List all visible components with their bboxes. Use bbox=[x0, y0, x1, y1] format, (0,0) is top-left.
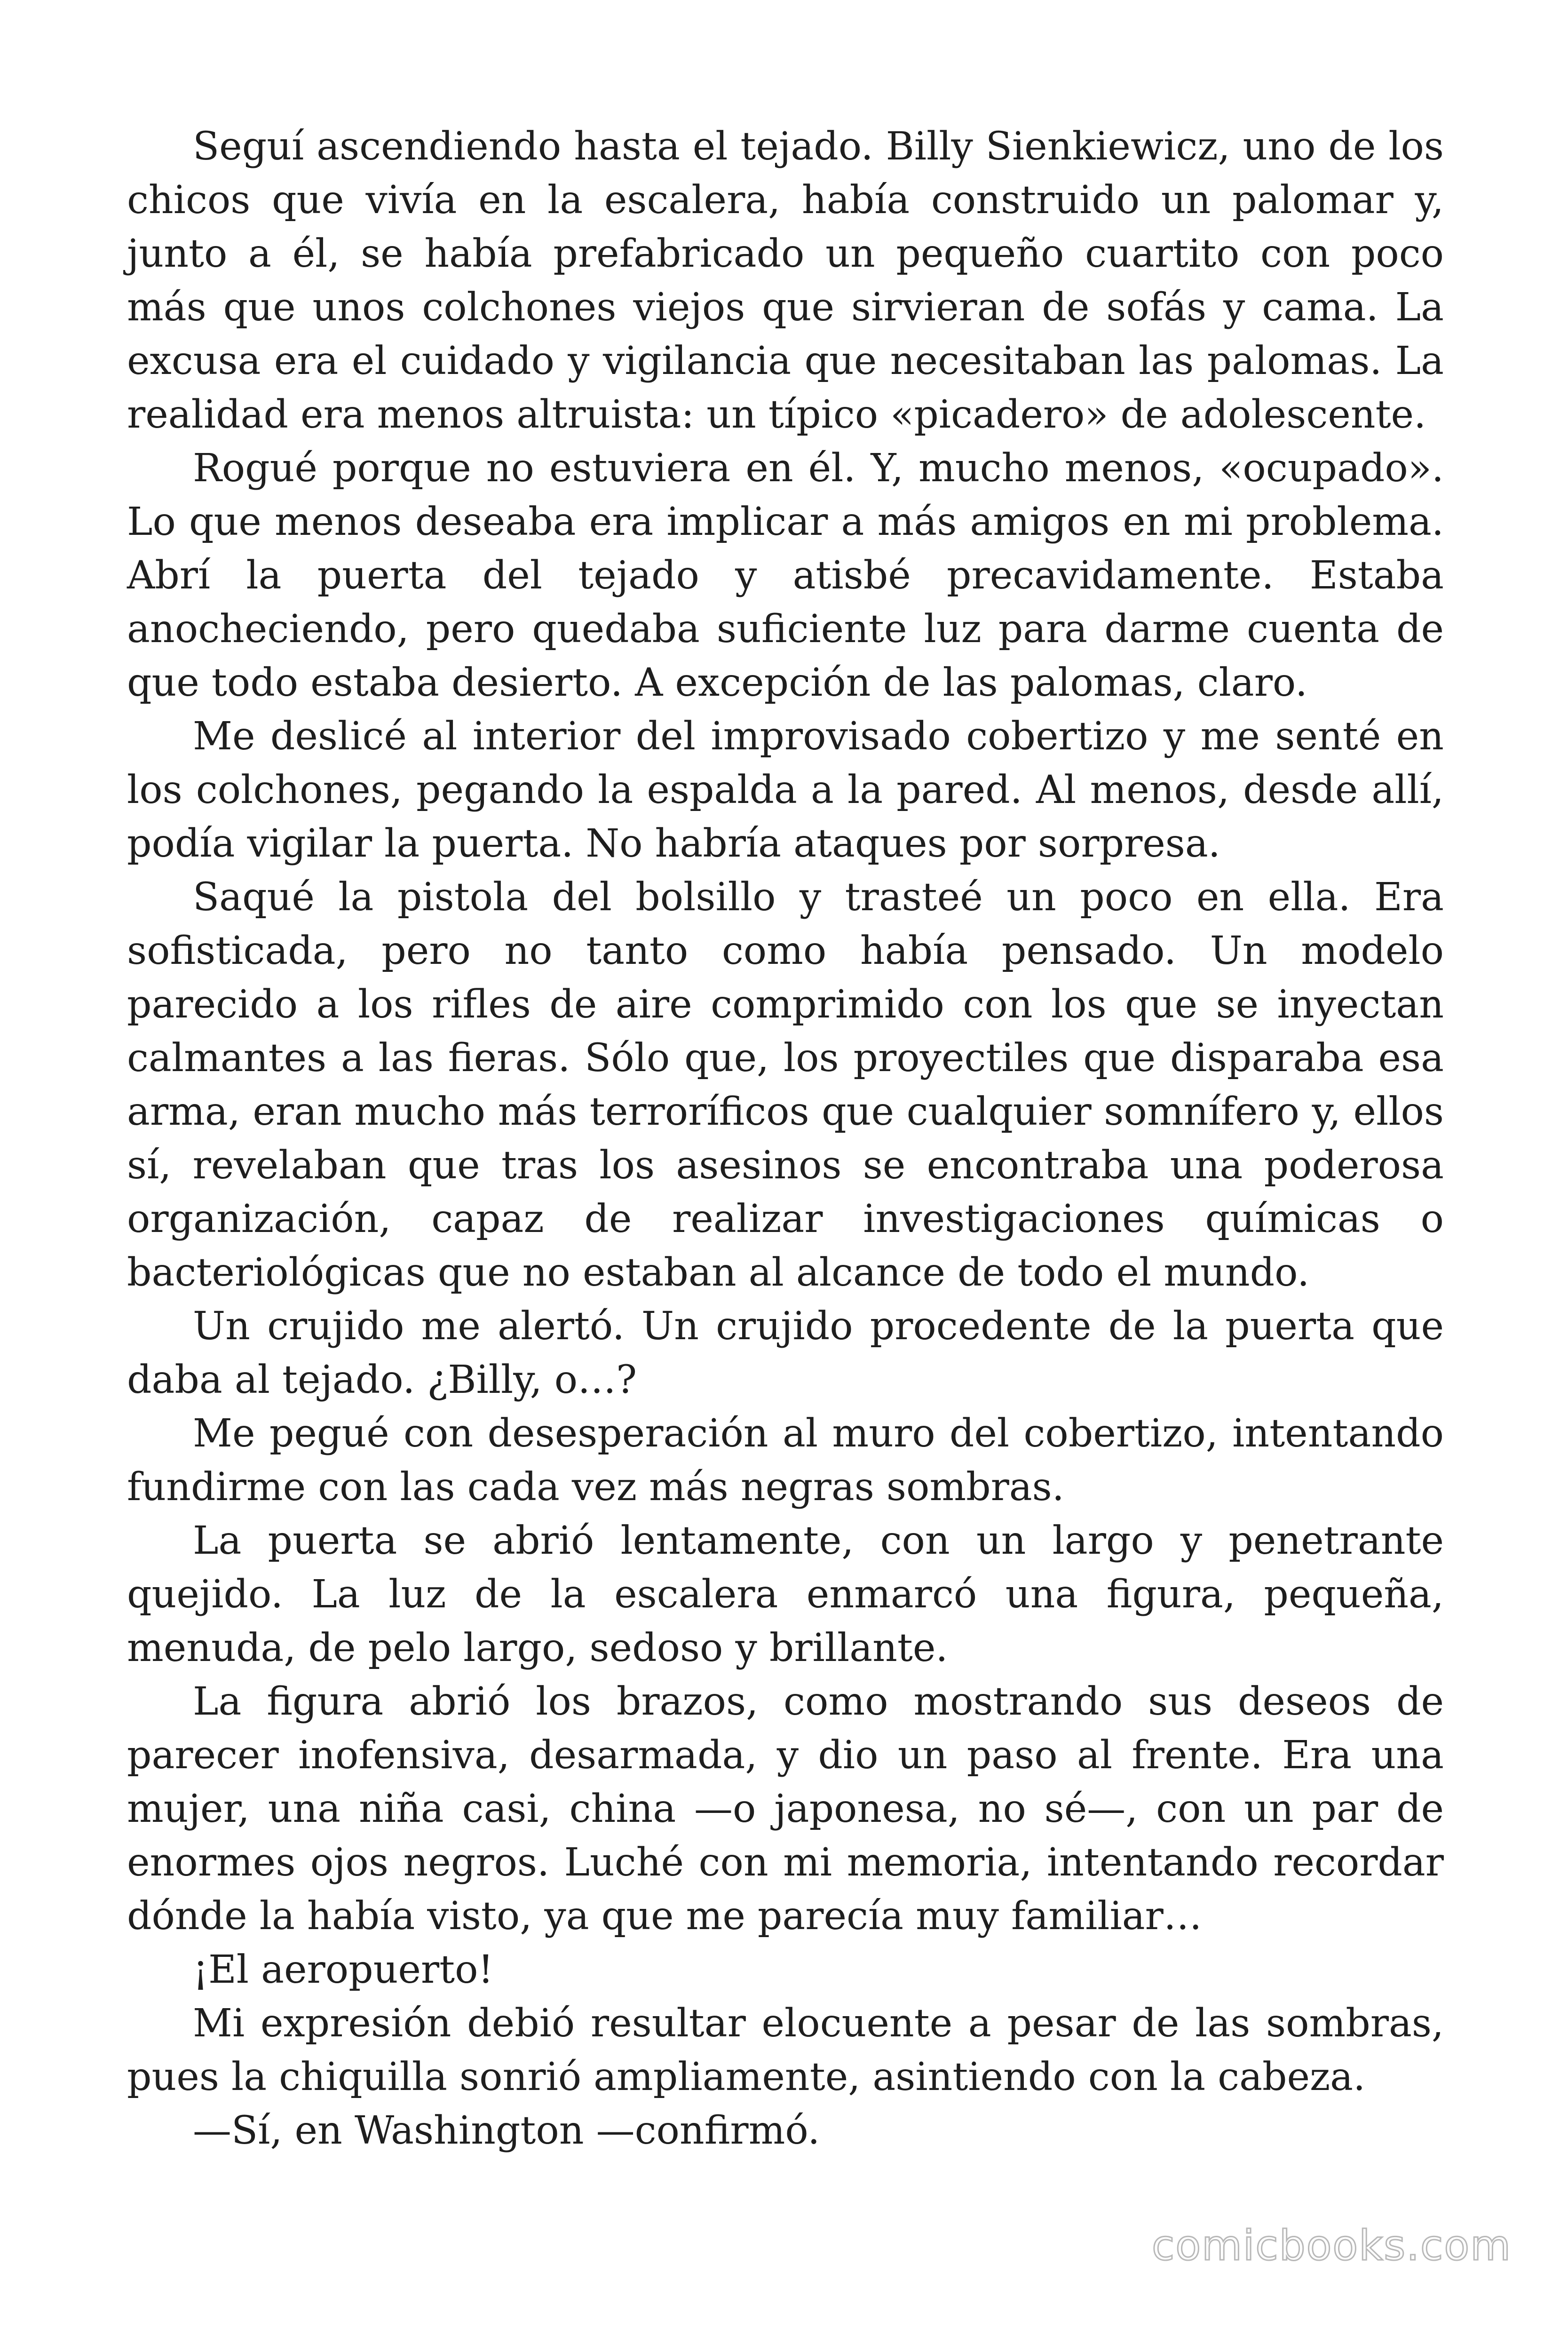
paragraph: Mi expresión debió resultar elocuente a pesar de las sombras, pues la chiquilla sonrió ampliamente, asintiendo con la cabeza. bbox=[127, 2001, 1444, 2099]
paragraph: ¡El aeropuerto! bbox=[193, 1947, 494, 1992]
page-body bbox=[127, 120, 1444, 2158]
paragraph: Un crujido me alertó. Un crujido procedente de la puerta que daba al tejado. ¿Billy, o…? bbox=[127, 1304, 1444, 1402]
watermark: comicbooks.com bbox=[1151, 2221, 1512, 2270]
paragraph: La puerta se abrió lentamente, con un largo y penetrante quejido. La luz de la escalera enmarcó una figura, pequeña, menuda, de pelo largo, sedoso y brillante. bbox=[127, 1518, 1444, 1670]
paragraph: Saqué la pistola del bolsillo y trasteé un poco en ella. Era sofisticada, pero no tanto como había pensado. Un modelo parecido a los rifles de aire comprimido con los que se inyectan calmantes a las fieras. Sólo que, los proyectiles que disparaba esa arma, eran mucho más terroríficos que cualquier somnífero y, ellos sí, revelaban que tras los asesinos se encontraba una poderosa organización, capaz de realizar investigaciones químicas o bacteriológicas que no estaban al alcance de todo el mundo. bbox=[127, 875, 1444, 1295]
paragraph: Rogué porque no estuviera en él. Y, mucho menos, «ocupado». Lo que menos deseaba era implicar a más amigos en mi problema. Abrí la puerta del tejado y atisbé precavidamente. Estaba anocheciendo, pero quedaba suficiente luz para darme cuenta de que todo estaba desierto. A excepción de las palomas, claro. bbox=[127, 446, 1444, 705]
paragraph: Seguí ascendiendo hasta el tejado. Billy Sienkiewicz, uno de los chicos que vivía en la escalera, había construido un palomar y, junto a él, se había prefabricado un pequeño cuartito con poco más que unos colchones viejos que sirvieran de sofás y cama. La excusa era el cuidado y vigilancia que necesitaban las palomas. La realidad era menos altruista: un típico «picadero» de adolescente. bbox=[127, 124, 1444, 437]
paragraph: Me deslicé al interior del improvisado cobertizo y me senté en los colchones, pegando la espalda a la pared. Al menos, desde allí, podía vigilar la puerta. No habría ataques por sorpresa. bbox=[127, 714, 1444, 866]
paragraph: —Sí, en Washington —confirmó. bbox=[193, 2108, 820, 2153]
paragraph: Me pegué con desesperación al muro del cobertizo, intentando fundirme con las cada vez más negras sombras. bbox=[127, 1411, 1444, 1510]
paragraph: La figura abrió los brazos, como mostrando sus deseos de parecer inofensiva, desarmada, y dio un paso al frente. Era una mujer, una niña casi, china —o japonesa, no sé—, con un par de enormes ojos negros. Luché con mi memoria, intentando recordar dónde la había visto, ya que me parecía muy familiar… bbox=[127, 1679, 1444, 1939]
